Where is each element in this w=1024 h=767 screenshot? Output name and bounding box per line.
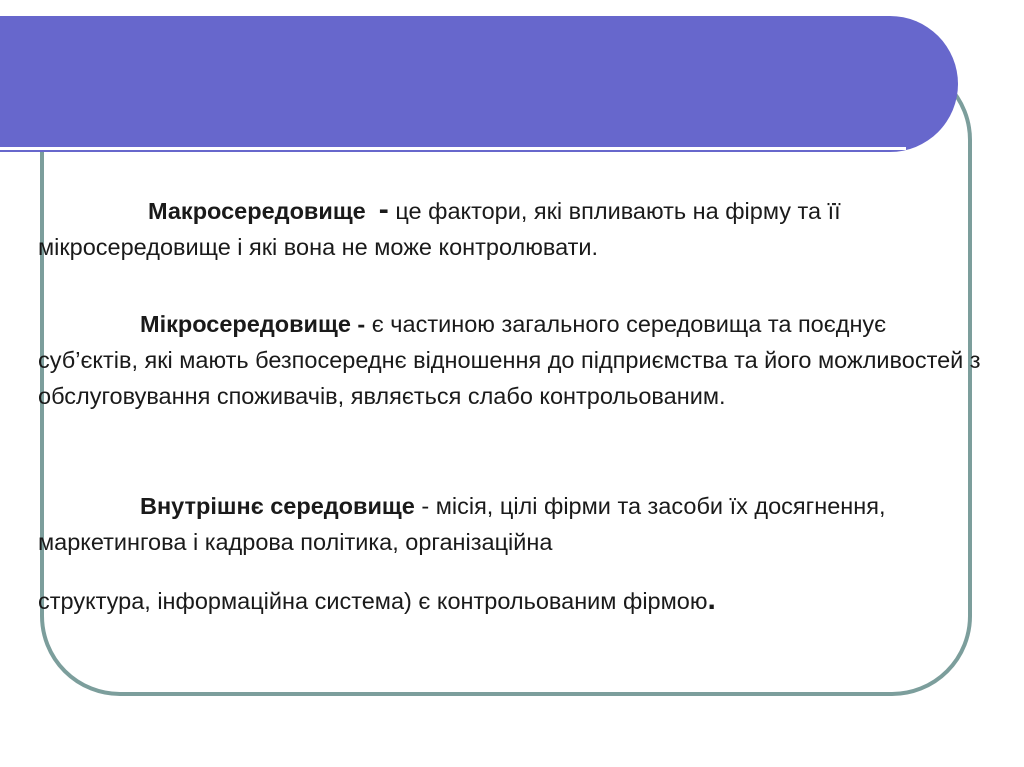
term-separator: - <box>378 193 389 226</box>
paragraph-microenvironment <box>38 306 988 414</box>
definition-internal-environment-part1: - місія, цілі фірми та засоби їх досягнення, маркетингова і кадрова політика, організаційна <box>38 493 886 555</box>
paragraph-macroenvironment <box>38 192 988 265</box>
definition-microenvironment: є частиною загального середовища та поєднує суб’єктів, які мають безпосереднє відношення до підприємства та його можливостей з обслуговування споживачів, являється слабо контрольованим. <box>38 311 981 409</box>
term-macroenvironment: Макросередовище <box>148 198 366 224</box>
term-internal-environment: Внутрішнє середовище <box>140 493 415 519</box>
final-period: . <box>707 583 716 616</box>
banner-divider-line <box>0 147 906 150</box>
title-banner <box>0 16 958 152</box>
paragraph-internal-environment <box>38 488 988 619</box>
definition-internal-environment-part2: структура, інформаційна система) є контрольованим фірмою <box>38 588 708 614</box>
term-microenvironment: Мікросередовище - <box>140 311 366 337</box>
definition-macroenvironment: це фактори, які впливають на фірму та її мікросередовище і які вона не може контролювати. <box>38 198 841 260</box>
